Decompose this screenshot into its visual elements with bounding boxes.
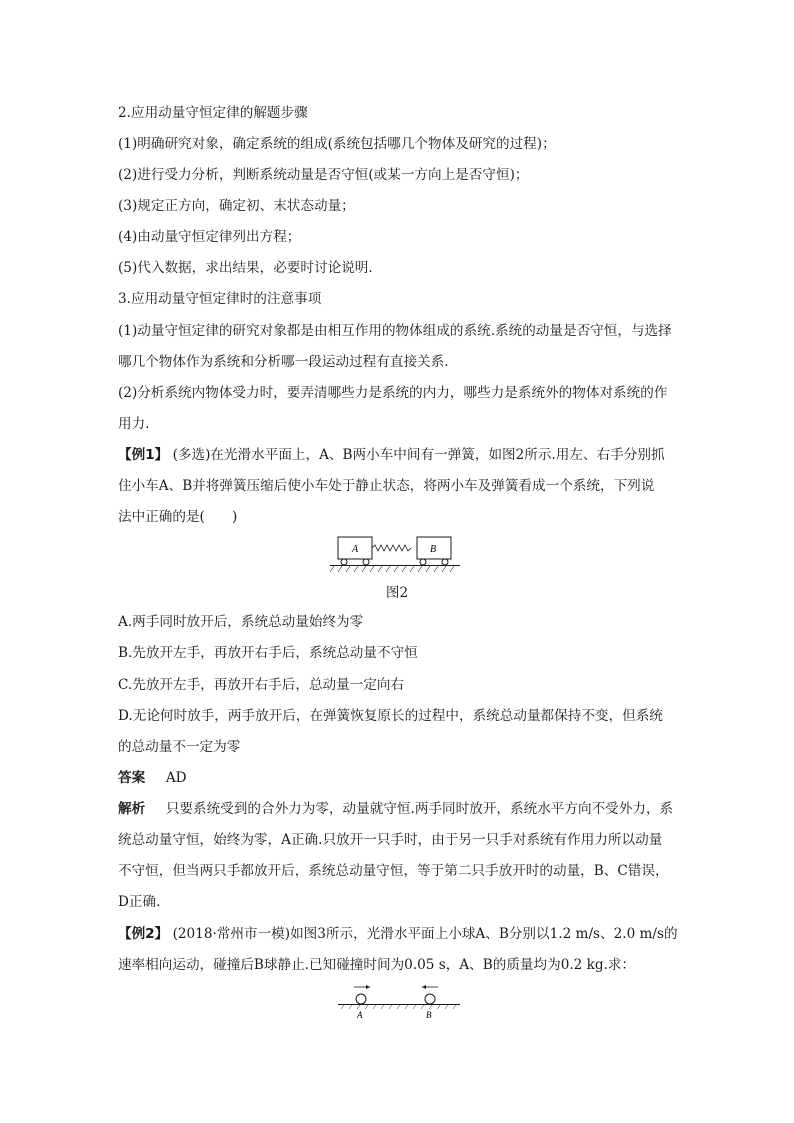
ball-b-arrowhead	[422, 985, 426, 989]
step-1: (1)明确研究对象，确定系统的组成(系统包括哪几个物体及研究的过程)；	[118, 136, 556, 152]
figure-2-carts-diagram	[330, 532, 460, 574]
ball-a	[356, 994, 366, 1004]
note-1-line-1: (1)动量守恒定律的研究对象都是由相互作用的物体组成的系统.系统的动量是否守恒，与选择	[118, 323, 672, 339]
example-1-tag: 【例1】	[118, 447, 169, 463]
figure-3-balls-diagram	[338, 984, 460, 1020]
ground-hatching-2	[341, 1005, 456, 1009]
analysis-label: 解析	[118, 801, 146, 817]
example-2-tag: 【例2】	[118, 926, 169, 942]
example-2-question-line-2: 速率相向运动，碰撞后B球静止.已知碰撞时间为0.05 s，A、B的质量均为0.2 kg.求：	[118, 957, 636, 973]
ball-a-label: A	[357, 1010, 363, 1020]
example-1-question-line-2: 住小车A、B并将弹簧压缩后使小车处于静止状态，将两小车及弹簧看成一个系统，下列说	[118, 478, 655, 494]
section-3-title: 3.应用动量守恒定律时的注意事项	[118, 291, 322, 307]
cart-b-wheel-left	[420, 559, 426, 565]
cart-a-wheel-right	[363, 559, 369, 565]
example-1-text: (多选)在光滑水平面上，A、B两小车中间有一弹簧，如图2所示.用左、右手分别抓	[172, 447, 665, 463]
ball-b-label: B	[426, 1010, 432, 1020]
option-c: C.先放开左手，再放开右手后，总动量一定向右	[118, 677, 405, 693]
cart-a-label: A	[352, 544, 359, 555]
figure-2-caption: 图2	[385, 585, 409, 601]
example-2-text: (2018·常州市一模)如图3所示，光滑水平面上小球A、B分别以1.2 m/s、2.0 m/s的	[172, 926, 678, 942]
section-2-title: 2.应用动量守恒定律的解题步骤	[118, 105, 308, 121]
step-4: (4)由动量守恒定律列出方程；	[118, 229, 301, 245]
analysis-text: 只要系统受到的合外力为零，动量就守恒.两手同时放开，系统水平方向不受外力，系	[165, 801, 674, 817]
analysis-line-1	[118, 800, 678, 818]
example-1-question-line-3: 法中正确的是( )	[118, 509, 238, 525]
answer-value: AD	[165, 770, 187, 786]
spring	[372, 545, 411, 551]
answer-label: 答案	[118, 770, 146, 786]
analysis-line-3: 不守恒，但当两只手都放开后，系统总动量守恒，等于第二只手放开时的动量，B、C错误，	[118, 863, 669, 879]
ball-a-arrowhead	[366, 985, 370, 989]
cart-b-wheel-right	[442, 559, 448, 565]
step-5: (5)代入数据，求出结果，必要时讨论说明.	[118, 260, 373, 276]
step-3: (3)规定正方向，确定初、末状态动量；	[118, 198, 355, 214]
cart-b-label: B	[430, 544, 437, 555]
option-b: B.先放开左手，再放开右手后，系统总动量不守恒	[118, 645, 418, 661]
example-2-question-line-1	[118, 925, 678, 943]
answer-row	[118, 769, 678, 787]
ground-hatching	[330, 566, 454, 572]
analysis-line-4: D正确.	[118, 894, 161, 910]
ball-b	[425, 994, 435, 1004]
note-1-line-2: 哪几个物体作为系统和分析哪一段运动过程有直接关系.	[118, 354, 449, 370]
cart-a-wheel-left	[341, 559, 347, 565]
note-2-line-2: 用力.	[118, 416, 150, 432]
option-a: A.两手同时放开后，系统总动量始终为零	[118, 614, 364, 630]
option-d-line-2: 的总动量不一定为零	[118, 739, 241, 755]
option-d-line-1: D.无论何时放手，两手放开后，在弹簧恢复原长的过程中，系统总动量都保持不变，但系统	[118, 708, 663, 724]
note-2-line-1: (2)分析系统内物体受力时，要弄清哪些力是系统的内力，哪些力是系统外的物体对系统的作	[118, 385, 668, 401]
analysis-line-2: 统总动量守恒，始终为零，A正确.只放开一只手时，由于另一只手对系统有作用力所以动量	[118, 832, 663, 848]
example-1-question-line-1	[118, 446, 678, 464]
step-2: (2)进行受力分析，判断系统动量是否守恒(或某一方向上是否守恒)；	[118, 167, 529, 183]
